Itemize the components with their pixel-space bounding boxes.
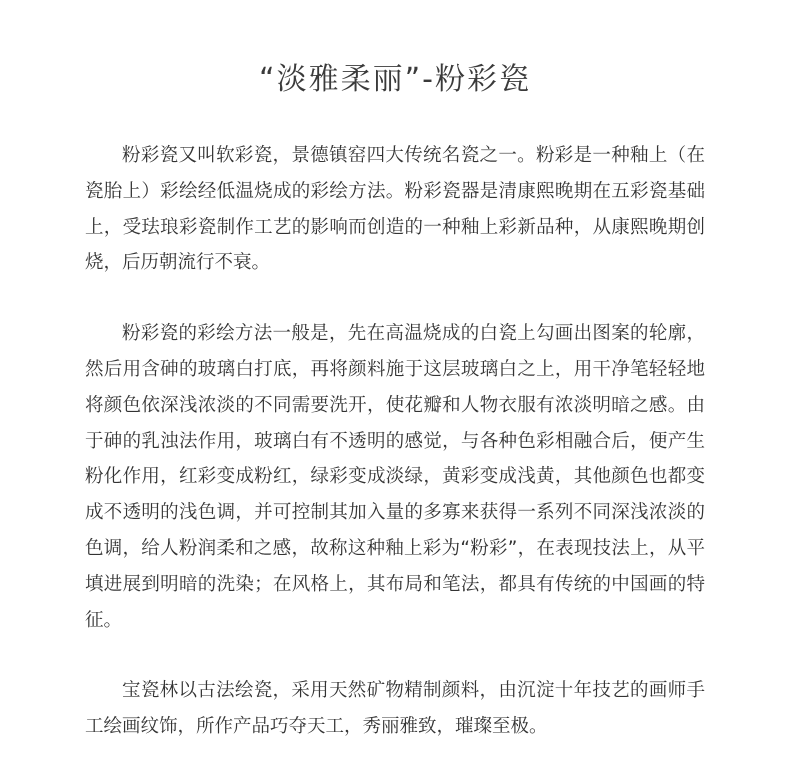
- paragraph-technique: 粉彩瓷的彩绘方法一般是，先在高温烧成的白瓷上勾画出图案的轮廓，然后用含砷的玻璃白打底，再将颜料施于这层玻璃白之上，用干净笔轻轻地将颜色依深浅浓淡的不同需要洗开，使花瓣和人物衣服有浓淡明暗之感。由于砷的乳浊法作用，玻璃白有不透明的感觉，与各种色彩相融合后，便产生粉化作用，红彩变成粉红，绿彩变成淡绿，黄彩变成浅黄，其他颜色也都变成不透明的浅色调，并可控制其加入量的多寡来获得一系列不同深浅浓淡的色调，给人粉润柔和之感，故称这种釉上彩为“粉彩”，在表现技法上，从平填进展到明暗的洗染；在风格上，其布局和笔法，都具有传统的中国画的特征。: [85, 323, 705, 631]
- paragraph-intro: 粉彩瓷又叫软彩瓷，景德镇窑四大传统名瓷之一。粉彩是一种釉上（在瓷胎上）彩绘经低温烧成的彩绘方法。粉彩瓷器是清康熙晚期在五彩瓷基础上，受珐琅彩瓷制作工艺的影响而创造的一种釉上彩新品种，从康熙晚期创烧，后历朝流行不衰。: [85, 145, 705, 274]
- paragraph-brand: 宝瓷林以古法绘瓷，采用天然矿物精制颜料，由沉淀十年技艺的画师手工绘画纹饰，所作产品巧夺天工，秀丽雅致，璀璨至极。: [85, 680, 705, 738]
- page-title: “淡雅柔丽”-粉彩瓷: [259, 62, 531, 97]
